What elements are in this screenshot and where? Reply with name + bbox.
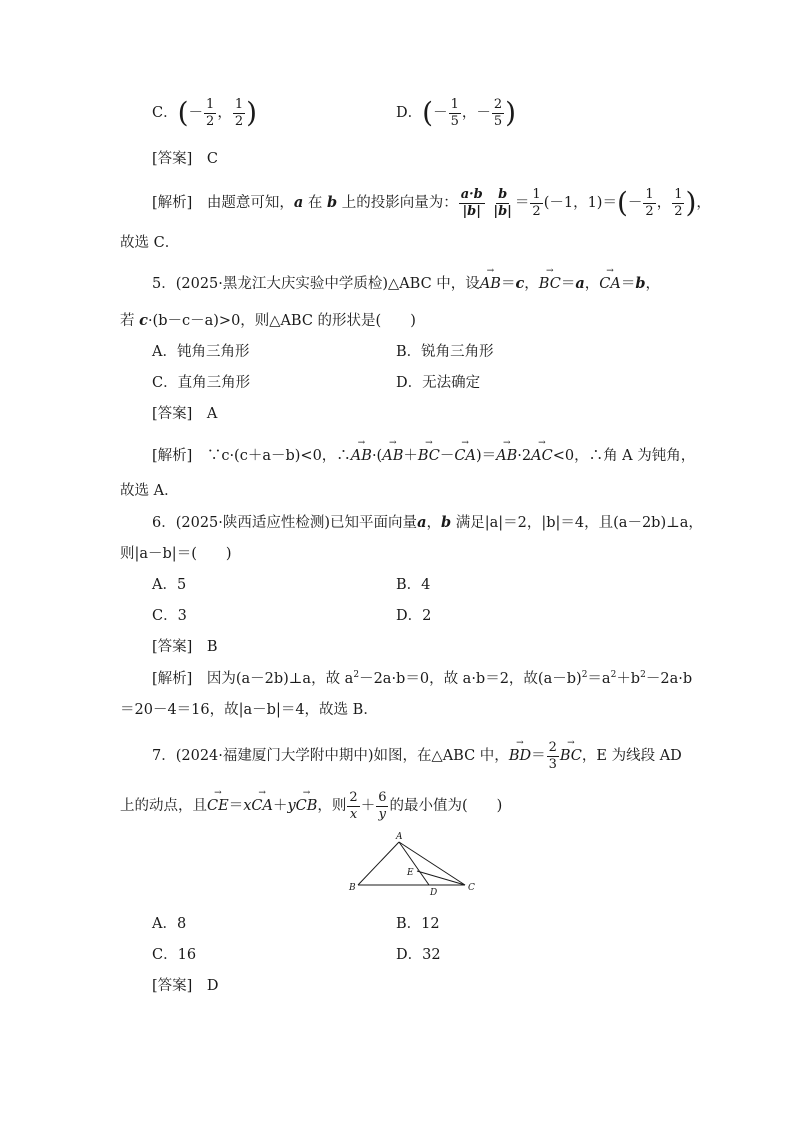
segment-ad: [399, 842, 429, 885]
fraction: [491, 188, 514, 218]
q6-stem-line2: 则|a－b|＝( ): [120, 546, 232, 562]
answer-value: A: [206, 406, 218, 422]
numerator: 6: [378, 790, 387, 805]
denominator: x: [349, 806, 358, 822]
analysis-text: ＝a: [587, 671, 611, 687]
numerator: 2: [349, 790, 358, 805]
fraction: $\frac{1}{2}$: [645, 187, 654, 219]
q6-option-d: D．2: [396, 608, 432, 624]
q6-answer: [152, 640, 217, 655]
option-label: C．: [152, 105, 178, 122]
analysis-text: ∵c·(c＋a－b)<0，∴: [206, 448, 351, 464]
q6-option-a: A．5: [152, 577, 187, 593]
numerator: 1: [450, 97, 459, 112]
fraction: $\frac{1}{2}$: [674, 187, 683, 219]
q5-option-d: D．无法确定: [396, 375, 481, 391]
label-d: D: [430, 888, 438, 898]
analysis-tag: [解析]: [152, 448, 193, 464]
answer-value: C: [206, 151, 218, 167]
denominator: 2: [532, 203, 541, 219]
fraction: [530, 188, 542, 218]
q5-conclusion: 故选 A．: [120, 483, 179, 499]
analysis-tag: [解析]: [152, 195, 193, 212]
analysis-text: －2a·b＝0，故 a·b＝2，故(a－b): [359, 671, 582, 687]
q5-answer: [152, 407, 217, 422]
fraction: [547, 741, 559, 771]
q5-stem-line1: 5．(2025·黑龙江大庆实验中学质检)△ABC 中，设→ AB＝c，→ BC＝a，→ CA＝b，: [152, 274, 660, 292]
stem-text: 上的动点，且: [120, 798, 207, 815]
fraction: [204, 98, 216, 128]
numerator: a·b: [460, 187, 483, 202]
answer-value: B: [206, 639, 218, 655]
q6-option-b: B．4: [396, 577, 431, 593]
answer-tag: [答案]: [152, 406, 193, 422]
numerator: 1: [234, 97, 244, 112]
q7-answer: [152, 979, 218, 994]
denominator: 5: [450, 113, 459, 129]
side-ab: [358, 842, 399, 885]
stem-text: 的最小值为( ): [389, 798, 503, 815]
fraction: [492, 98, 504, 128]
q6-analysis-line1: [解析] 因为(a－2b)⊥a，故 $a^2-2a\cdot b=0$，故 a·b＝2，故$(a-b)^2=a^2+b^2-2a\cdot b$: [152, 670, 693, 687]
denominator: y: [378, 806, 386, 822]
label-a: A: [396, 832, 403, 842]
q5-option-a: A．钝角三角形: [152, 344, 250, 360]
side-ac: [399, 842, 465, 885]
q7-option-d: D．32: [396, 947, 441, 963]
stem-text: ，则: [317, 798, 347, 815]
option-label: D．: [396, 105, 423, 122]
analysis-text: <0，∴角 A 为钝角，: [552, 448, 696, 464]
numerator: 2: [548, 740, 557, 755]
fraction: [459, 188, 485, 218]
q6-analysis-line2: ＝20－4＝16，故|a－b|＝4，故选 B．: [120, 702, 378, 718]
analysis-text: 上的投影向量为：: [341, 195, 458, 212]
stem-text: 6．(2025·陕西适应性检测)已知平面向量: [152, 515, 418, 531]
triangle-figure: [340, 828, 490, 898]
numerator: b: [498, 187, 508, 202]
answer-value: D: [206, 978, 219, 994]
denominator: |b|: [462, 203, 481, 219]
q5-option-b: B．锐角三角形: [396, 344, 494, 360]
q4-conclusion: 故选 C．: [120, 235, 180, 251]
analysis-text: (－1，1)＝: [543, 195, 617, 212]
stem-text: ·(b－c－a)>0，则△ABC 的形状是( ): [147, 313, 416, 329]
numerator: 1: [532, 187, 541, 202]
q7-option-b: B．12: [396, 916, 440, 932]
q4-option-d: D．(－ $\frac{1}{5}$ ，－ $\frac{2}{5}$ ): [396, 96, 517, 130]
label-b: B: [349, 883, 356, 893]
denominator: 3: [548, 756, 557, 772]
analysis-text: －2a·b: [645, 671, 693, 687]
numerator: 1: [206, 97, 215, 112]
stem-text: 7．(2024·福建厦门大学附中期中)如图，在△ABC 中，: [152, 748, 509, 765]
analysis-text: ＋b: [616, 671, 641, 687]
denominator: 5: [493, 113, 503, 129]
label-c: C: [468, 883, 475, 893]
answer-tag: [答案]: [152, 978, 193, 994]
denominator: 2: [206, 113, 215, 129]
label-e: E: [407, 868, 414, 878]
q4-answer: [152, 152, 218, 167]
fraction: [347, 791, 359, 821]
q6-stem-line1: 6．(2025·陕西适应性检测)已知平面向量a，b 满足|a|＝2，|b|＝4，且(a－2b)⊥a，: [152, 514, 703, 531]
stem-text: 满足|a|＝2，|b|＝4，且(a－2b)⊥a，: [455, 515, 703, 531]
stem-text: 若: [120, 313, 135, 329]
q4-option-c: C．(－ $\frac{1}{2}$ ， $\frac{1}{2}$ ): [152, 96, 258, 130]
q5-option-c: C．直角三角形: [152, 375, 251, 391]
q7-stem-line2: 上的动点，且→ CE＝x→ CA＋y→ CB，则 $\frac{2}{x}$ ＋ $\frac{6}{y}$ 的最小值为( ): [120, 791, 502, 821]
q6-option-c: C．3: [152, 608, 187, 624]
q4-analysis: [解析] 由题意可知，a 在 b 上的投影向量为： $\frac{a\cdot b}{|b|}$ $\frac{b}{|b|}$ ＝ $\frac{1}{2}$ (－1，1)＝(－ $\frac{1}{2}$ ， $\frac{1}{2}$ )，: [152, 186, 711, 220]
denominator: |b|: [493, 203, 512, 219]
stem-text: 5．(2025·黑龙江大庆实验中学质检)△ABC 中，设: [152, 276, 480, 292]
q5-stem-line2: 若 c·(b－c－a)>0，则△ABC 的形状是( ): [120, 312, 416, 329]
q5-analysis: [解析] ∵c·(c＋a－b)<0，∴→ AB·(→ AB＋→ BC－→ CA)＝→ AB·2→ AC<0，∴角 A 为钝角，: [152, 446, 695, 464]
q7-option-a: A．8: [152, 916, 187, 932]
fraction: [376, 791, 388, 821]
numerator: 2: [493, 97, 503, 112]
fraction: [233, 98, 245, 128]
analysis-tag: [解析]: [152, 671, 193, 687]
stem-text: ，E 为线段 AD: [581, 748, 682, 765]
fraction: [449, 98, 461, 128]
answer-tag: [答案]: [152, 151, 193, 167]
q7-stem-line1: 7．(2024·福建厦门大学附中期中)如图，在△ABC 中，→ BD＝ $\frac{2}{3}$ → BC，E 为线段 AD: [152, 741, 682, 771]
analysis-text: 由题意可知，: [206, 195, 294, 212]
denominator: 2: [234, 113, 244, 129]
analysis-text: 在: [307, 195, 323, 212]
q7-option-c: C．16: [152, 947, 197, 963]
answer-tag: [答案]: [152, 639, 193, 655]
analysis-text: 因为(a－2b)⊥a，故 a: [206, 671, 354, 687]
